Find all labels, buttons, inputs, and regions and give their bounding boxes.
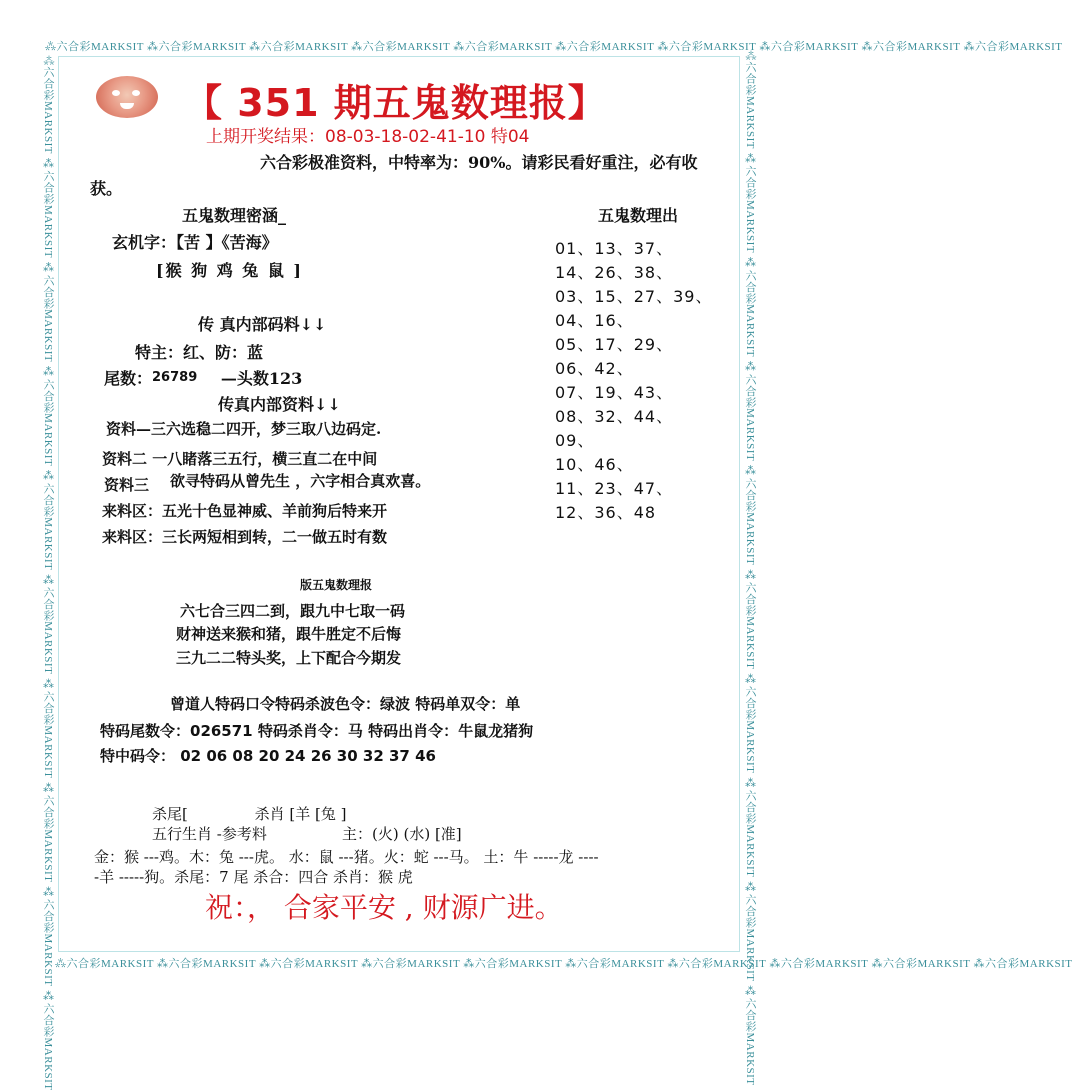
page-title: 【 351 期五鬼数理报】 — [184, 81, 607, 125]
number-row: 01、13、37、 — [555, 239, 674, 258]
border-pattern-bottom: ⁂六合彩MARKSIT ⁂六合彩MARKSIT ⁂六合彩MARKSIT ⁂六合彩MARKSIT ⁂六合彩MARKSIT ⁂六合彩MARKSIT ⁂六合彩MARKSIT ⁂六合彩MARKSIT ⁂六合彩MARKSIT ⁂六合彩MARKSIT — [55, 958, 1073, 970]
source-line-1: 来料区：五光十色显神威、羊前狗后特来开 — [102, 502, 388, 520]
border-pattern-right: ⁂六合彩MARKSIT ⁂六合彩MARKSIT ⁂六合彩MARKSIT ⁂六合彩MARKSIT ⁂六合彩MARKSIT ⁂六合彩MARKSIT ⁂六合彩MARKSIT ⁂六合彩MARKSIT ⁂六合彩MARKSIT ⁂六合彩MARKSIT — [744, 50, 756, 1086]
xuanji-word: 玄机字：【苦 】《苦海》 — [112, 233, 278, 252]
poem-line-2: 财神送来猴和猪，跟牛胜定不后悔 — [176, 625, 402, 643]
number-row: 11、23、47、 — [555, 479, 674, 498]
number-row: 03、15、27、39、 — [555, 287, 713, 306]
number-row: 12、36、48 — [555, 503, 657, 522]
data-line-1: 资料—三六选稳二四开，梦三取八边码定. — [106, 420, 382, 438]
elements-line-1: 金：猴 ---鸡。木：兔 ---虎。 水：鼠 ---猪。火：蛇 ---马。 土：牛 -----龙 ---- — [94, 848, 599, 866]
elements-line-2: -羊 -----狗。杀尾：7 尾 杀合：四合 杀肖：猴 虎 — [94, 868, 413, 886]
data-line-2: 资料二 一八睹落三五行，横三直二在中间 — [102, 450, 378, 468]
animal-list: [猴 狗 鸡 兔 鼠 ] — [156, 261, 303, 280]
fax-data-heading: 传真内部资料↓↓ — [218, 395, 341, 414]
kill-tail: 杀尾[ — [152, 805, 188, 823]
five-elements-label: 五行生肖 -参考料 — [152, 825, 267, 843]
number-row: 14、26、38、 — [555, 263, 674, 282]
number-row: 09、 — [555, 431, 595, 450]
mascot-face-icon — [96, 76, 158, 118]
right-heading: 五鬼数理出 — [598, 206, 679, 225]
number-row: 06、42、 — [555, 359, 634, 378]
command-line-3: 特中码令： 02 06 08 20 24 26 30 32 37 46 — [100, 747, 436, 765]
special-color: 特主：红、防：蓝 — [135, 343, 264, 362]
number-row: 04、16、 — [555, 311, 634, 330]
poem-heading: 版五鬼数理报 — [300, 578, 373, 592]
tail-label: 尾数： — [104, 369, 153, 388]
number-row: 07、19、43、 — [555, 383, 674, 402]
poem-line-1: 六七合三四二到，跟九中七取一码 — [180, 602, 406, 620]
main-elements: 主：(火) (水) [准] — [342, 825, 462, 843]
blessing: 祝：， 合家平安 , 财源广进。 — [205, 891, 563, 924]
command-line-1: 曾道人特码口令特码杀波色令：绿波 特码单双令：单 — [170, 695, 521, 713]
kill-zodiac: 杀肖 [羊 [兔 ] — [254, 805, 347, 823]
border-pattern-left: ⁂六合彩MARKSIT ⁂六合彩MARKSIT ⁂六合彩MARKSIT ⁂六合彩MARKSIT ⁂六合彩MARKSIT ⁂六合彩MARKSIT ⁂六合彩MARKSIT ⁂六合彩MARKSIT ⁂六合彩MARKSIT ⁂六合彩MARKSIT — [42, 55, 54, 1091]
command-line-2: 特码尾数令：026571 特码杀肖令：马 特码出肖令：牛鼠龙猪狗 — [100, 722, 534, 740]
data-line-3: 欲寻特码从曾先生 ，六字相合真欢喜。 — [170, 472, 431, 490]
border-pattern-top: ⁂六合彩MARKSIT ⁂六合彩MARKSIT ⁂六合彩MARKSIT ⁂六合彩MARKSIT ⁂六合彩MARKSIT ⁂六合彩MARKSIT ⁂六合彩MARKSIT ⁂六合彩MARKSIT ⁂六合彩MARKSIT ⁂六合彩MARKSIT — [45, 41, 1063, 53]
data-line-3-label: 资料三 — [104, 476, 150, 494]
poem-line-3: 三九二二特头奖，上下配合今期发 — [176, 649, 402, 667]
tail-value: 26789 — [152, 370, 198, 385]
kill-row — [152, 803, 347, 824]
number-row: 08、32、44、 — [555, 407, 674, 426]
number-row: 10、46、 — [555, 455, 634, 474]
source-line-2: 来料区：三长两短相到转，二一做五时有数 — [102, 528, 388, 546]
intro-line-1: 六合彩极准资料，中特率为：90%。请彩民看好重注，必有收 — [260, 153, 698, 172]
number-row: 05、17、29、 — [555, 335, 674, 354]
left-heading: 五鬼数理密涵_ — [182, 206, 287, 225]
head-number: —头数123 — [220, 369, 303, 388]
fax-code-heading: 传 真内部码料↓↓ — [198, 315, 327, 334]
intro-line-2: 获。 — [90, 179, 123, 198]
tail-number-row — [104, 366, 302, 389]
previous-result: 上期开奖结果：08-03-18-02-41-10 特04 — [206, 127, 530, 147]
